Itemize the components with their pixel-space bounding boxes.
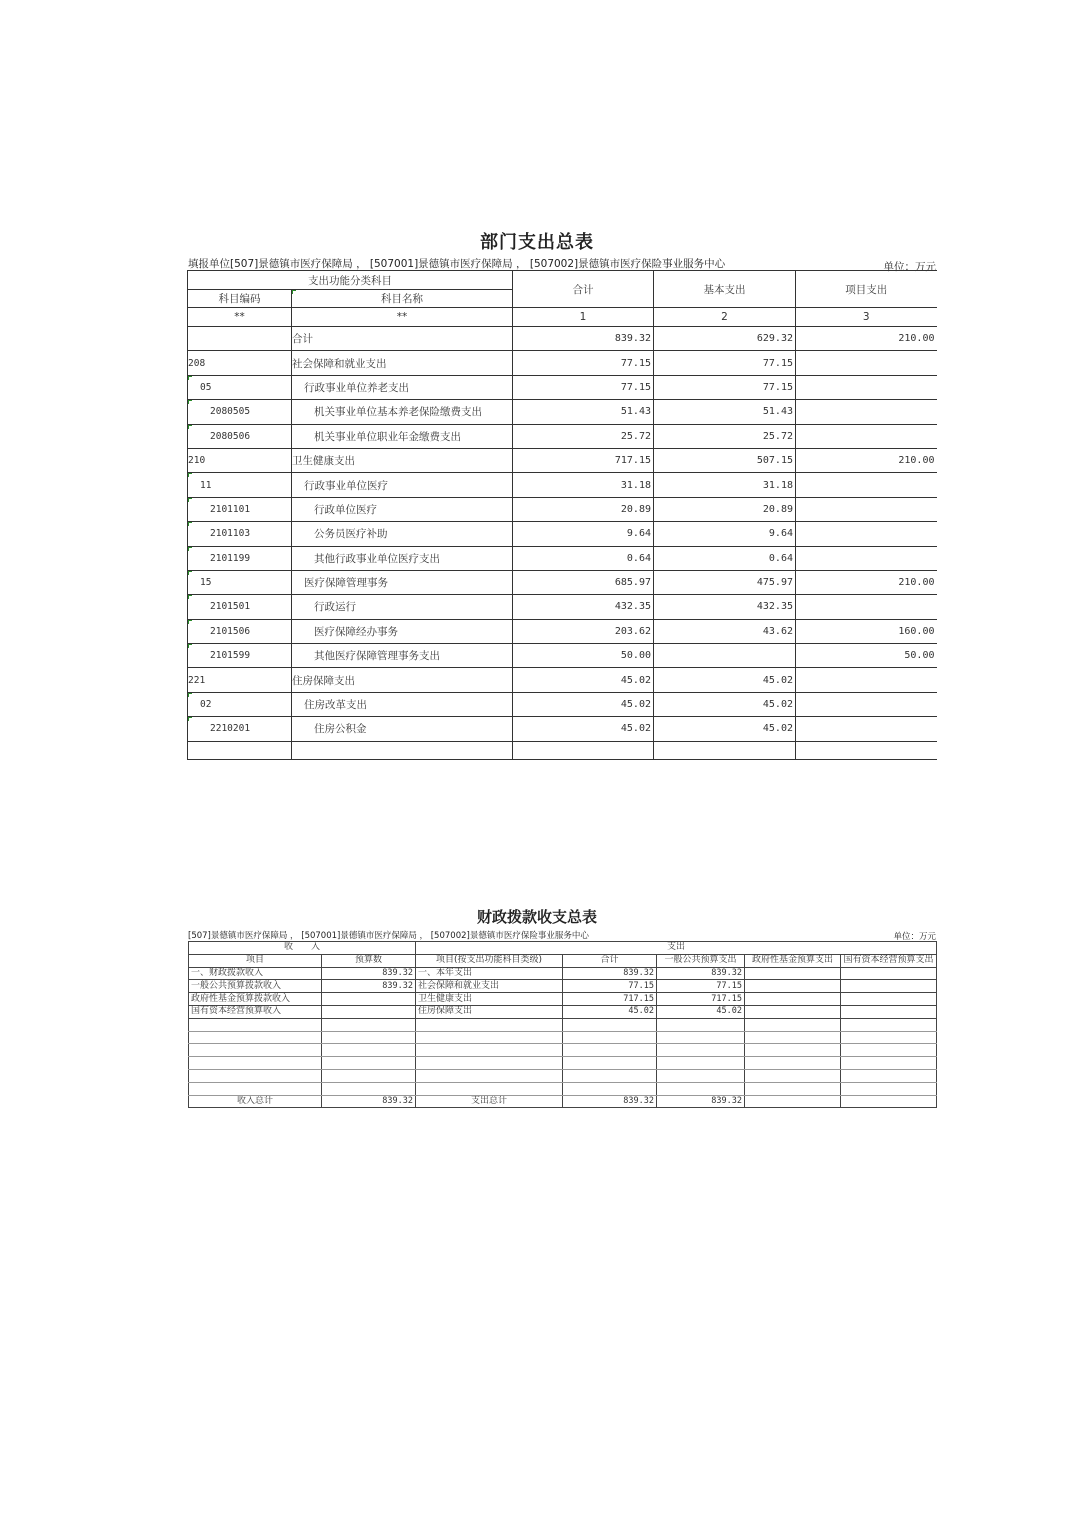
cell-income-amount: 839.32 bbox=[322, 980, 416, 993]
empty-cell bbox=[189, 1082, 322, 1095]
cell-name: 行政事业单位养老支出 bbox=[292, 375, 513, 399]
header-income: 收 入 bbox=[189, 942, 416, 955]
table-row bbox=[188, 473, 937, 497]
cell-name: 合计 bbox=[292, 327, 513, 351]
fiscal-appropriation-table bbox=[188, 941, 937, 1108]
index-3: 3 bbox=[796, 308, 937, 327]
cell-project bbox=[796, 595, 937, 619]
empty-cell bbox=[189, 1044, 322, 1057]
empty-cell bbox=[563, 1057, 657, 1070]
cell-code: 2101199 bbox=[188, 546, 292, 570]
cell-project bbox=[796, 717, 937, 741]
empty-cell bbox=[189, 1018, 322, 1031]
cell-state bbox=[841, 980, 937, 993]
empty-cell bbox=[292, 741, 513, 759]
cell-code: 2080506 bbox=[188, 424, 292, 448]
header-total: 合计 bbox=[563, 954, 657, 967]
cell-total: 9.64 bbox=[513, 522, 654, 546]
cell-basic: 45.02 bbox=[654, 717, 796, 741]
cell-project bbox=[796, 497, 937, 521]
cell-name: 社会保障和就业支出 bbox=[292, 351, 513, 375]
table-row bbox=[189, 980, 937, 993]
footer-income-amount: 839.32 bbox=[322, 1095, 416, 1108]
empty-cell bbox=[745, 1044, 841, 1057]
cell-project bbox=[796, 351, 937, 375]
cell-name: 住房改革支出 bbox=[292, 692, 513, 716]
table-row-empty bbox=[189, 1044, 937, 1057]
cell-total: 839.32 bbox=[513, 327, 654, 351]
header-state: 国有资本经营预算支出 bbox=[841, 954, 937, 967]
empty-cell bbox=[657, 1069, 745, 1082]
table-row bbox=[189, 967, 937, 980]
cell-total: 50.00 bbox=[513, 644, 654, 668]
table-row-empty bbox=[189, 1082, 937, 1095]
cell-project bbox=[796, 473, 937, 497]
table-row bbox=[189, 1005, 937, 1018]
empty-cell bbox=[657, 1057, 745, 1070]
cell-name: 机关事业单位职业年金缴费支出 bbox=[292, 424, 513, 448]
empty-cell bbox=[322, 1018, 416, 1031]
empty-cell bbox=[189, 1069, 322, 1082]
cell-project bbox=[796, 546, 937, 570]
table-row bbox=[188, 522, 937, 546]
header-expense-item: 项目(按支出功能科目类级) bbox=[416, 954, 563, 967]
cell-total: 45.02 bbox=[513, 668, 654, 692]
table-row bbox=[188, 595, 937, 619]
cell-name: 行政单位医疗 bbox=[292, 497, 513, 521]
footer-total: 839.32 bbox=[563, 1095, 657, 1108]
cell-fund bbox=[745, 1005, 841, 1018]
cell-code: 02 bbox=[188, 692, 292, 716]
cell-basic: 629.32 bbox=[654, 327, 796, 351]
cell-total: 25.72 bbox=[513, 424, 654, 448]
cell-name: 医疗保障管理事务 bbox=[292, 570, 513, 594]
header-function-group: 支出功能分类科目 bbox=[188, 271, 513, 290]
cell-basic: 51.43 bbox=[654, 400, 796, 424]
empty-cell bbox=[563, 1069, 657, 1082]
cell-basic: 432.35 bbox=[654, 595, 796, 619]
cell-total: 45.02 bbox=[513, 692, 654, 716]
cell-name: 行政运行 bbox=[292, 595, 513, 619]
cell-basic bbox=[654, 644, 796, 668]
header-project: 项目支出 bbox=[796, 271, 937, 308]
empty-cell bbox=[416, 1057, 563, 1070]
cell-name: 公务员医疗补助 bbox=[292, 522, 513, 546]
cell-project bbox=[796, 400, 937, 424]
cell-fund bbox=[745, 980, 841, 993]
cell-state bbox=[841, 1005, 937, 1018]
cell-code: 2210201 bbox=[188, 717, 292, 741]
empty-cell bbox=[416, 1031, 563, 1044]
index-code: ** bbox=[188, 308, 292, 327]
table-row bbox=[188, 497, 937, 521]
empty-cell bbox=[745, 1082, 841, 1095]
empty-cell bbox=[745, 1031, 841, 1044]
empty-cell bbox=[745, 1018, 841, 1031]
empty-cell bbox=[657, 1018, 745, 1031]
cell-code: 2101101 bbox=[188, 497, 292, 521]
table-row bbox=[188, 717, 937, 741]
cell-total: 77.15 bbox=[513, 375, 654, 399]
empty-cell bbox=[563, 1082, 657, 1095]
header-basic: 基本支出 bbox=[654, 271, 796, 308]
cell-basic: 77.15 bbox=[654, 351, 796, 375]
cell-general: 839.32 bbox=[657, 967, 745, 980]
cell-total: 45.02 bbox=[563, 1005, 657, 1018]
cell-total: 77.15 bbox=[563, 980, 657, 993]
cell-expense-item: 卫生健康支出 bbox=[416, 993, 563, 1006]
cell-code: 11 bbox=[188, 473, 292, 497]
cell-general: 77.15 bbox=[657, 980, 745, 993]
table-row bbox=[188, 400, 937, 424]
table2-title: 财政拨款收支总表 bbox=[476, 908, 597, 926]
empty-cell bbox=[563, 1044, 657, 1057]
cell-total: 203.62 bbox=[513, 619, 654, 643]
empty-cell bbox=[841, 1069, 937, 1082]
empty-cell bbox=[841, 1044, 937, 1057]
cell-expense-item: 住房保障支出 bbox=[416, 1005, 563, 1018]
index-1: 1 bbox=[513, 308, 654, 327]
table-row-empty bbox=[189, 1069, 937, 1082]
empty-cell bbox=[657, 1082, 745, 1095]
cell-income-item: 政府性基金预算拨款收入 bbox=[189, 993, 322, 1006]
cell-code bbox=[188, 327, 292, 351]
table1-title: 部门支出总表 bbox=[480, 232, 594, 253]
empty-cell bbox=[563, 1018, 657, 1031]
header-fund: 政府性基金预算支出 bbox=[745, 954, 841, 967]
empty-cell bbox=[657, 1044, 745, 1057]
table-row bbox=[188, 375, 937, 399]
empty-cell bbox=[513, 741, 654, 759]
header-general: 一般公共预算支出 bbox=[657, 954, 745, 967]
cell-code: 210 bbox=[188, 448, 292, 472]
cell-code: 221 bbox=[188, 668, 292, 692]
cell-project: 210.00 bbox=[796, 448, 937, 472]
empty-cell bbox=[416, 1018, 563, 1031]
table-row bbox=[189, 993, 937, 1006]
table2-footer-row bbox=[189, 1095, 937, 1108]
cell-total: 432.35 bbox=[513, 595, 654, 619]
cell-project bbox=[796, 692, 937, 716]
empty-cell bbox=[657, 1031, 745, 1044]
empty-cell bbox=[841, 1018, 937, 1031]
footer-expense-label: 支出总计 bbox=[416, 1095, 563, 1108]
empty-cell bbox=[189, 1031, 322, 1044]
table-row bbox=[188, 570, 937, 594]
cell-name: 住房保障支出 bbox=[292, 668, 513, 692]
header-code: 科目编码 bbox=[188, 290, 292, 308]
footer-income-label: 收入总计 bbox=[189, 1095, 322, 1108]
cell-basic: 43.62 bbox=[654, 619, 796, 643]
empty-cell bbox=[654, 741, 796, 759]
cell-name: 机关事业单位基本养老保险缴费支出 bbox=[292, 400, 513, 424]
cell-project: 160.00 bbox=[796, 619, 937, 643]
cell-code: 05 bbox=[188, 375, 292, 399]
table1-unit: 单位：万元 bbox=[883, 261, 936, 273]
table2-header-row bbox=[189, 954, 937, 967]
empty-cell bbox=[188, 741, 292, 759]
table-row bbox=[188, 644, 937, 668]
table1-subheader bbox=[188, 256, 936, 273]
cell-project bbox=[796, 522, 937, 546]
cell-state bbox=[841, 993, 937, 1006]
cell-code: 208 bbox=[188, 351, 292, 375]
cell-project bbox=[796, 424, 937, 448]
cell-income-amount: 839.32 bbox=[322, 967, 416, 980]
cell-project: 210.00 bbox=[796, 570, 937, 594]
header-total: 合计 bbox=[513, 271, 654, 308]
empty-cell bbox=[322, 1057, 416, 1070]
cell-fund bbox=[745, 967, 841, 980]
cell-general: 45.02 bbox=[657, 1005, 745, 1018]
table-row bbox=[188, 424, 937, 448]
cell-total: 20.89 bbox=[513, 497, 654, 521]
footer-general: 839.32 bbox=[657, 1095, 745, 1108]
cell-project bbox=[796, 668, 937, 692]
cell-income-amount bbox=[322, 1005, 416, 1018]
cell-code: 2101103 bbox=[188, 522, 292, 546]
table1-index-row bbox=[188, 308, 937, 327]
cell-total: 839.32 bbox=[563, 967, 657, 980]
empty-cell bbox=[841, 1057, 937, 1070]
cell-total: 45.02 bbox=[513, 717, 654, 741]
cell-basic: 25.72 bbox=[654, 424, 796, 448]
table-row-empty bbox=[188, 741, 937, 759]
cell-name: 住房公积金 bbox=[292, 717, 513, 741]
table-row bbox=[188, 668, 937, 692]
cell-income-item: 一、财政拨款收入 bbox=[189, 967, 322, 980]
cell-project bbox=[796, 375, 937, 399]
table-row bbox=[188, 546, 937, 570]
cell-code: 2080505 bbox=[188, 400, 292, 424]
cell-basic: 9.64 bbox=[654, 522, 796, 546]
cell-fund bbox=[745, 993, 841, 1006]
cell-income-item: 一般公共预算拨款收入 bbox=[189, 980, 322, 993]
header-name: 科目名称 bbox=[292, 290, 513, 308]
empty-cell bbox=[416, 1069, 563, 1082]
cell-total: 51.43 bbox=[513, 400, 654, 424]
empty-cell bbox=[322, 1082, 416, 1095]
table-row bbox=[188, 448, 937, 472]
cell-basic: 475.97 bbox=[654, 570, 796, 594]
index-2: 2 bbox=[654, 308, 796, 327]
cell-expense-item: 社会保障和就业支出 bbox=[416, 980, 563, 993]
empty-cell bbox=[189, 1057, 322, 1070]
cell-total: 717.15 bbox=[513, 448, 654, 472]
table-row bbox=[188, 351, 937, 375]
table2-reporting-unit: [507]景德镇市医疗保障局 ， [507001]景德镇市医疗保障局 ， [507002]景德镇市医疗保险事业服务中心 bbox=[188, 931, 589, 941]
empty-cell bbox=[322, 1044, 416, 1057]
cell-code: 2101506 bbox=[188, 619, 292, 643]
table-row bbox=[188, 619, 937, 643]
cell-basic: 45.02 bbox=[654, 692, 796, 716]
table-row-empty bbox=[189, 1018, 937, 1031]
empty-cell bbox=[322, 1069, 416, 1082]
cell-name: 行政事业单位医疗 bbox=[292, 473, 513, 497]
table1-header-row bbox=[188, 271, 937, 290]
cell-project: 50.00 bbox=[796, 644, 937, 668]
empty-cell bbox=[796, 741, 937, 759]
table2-subheader bbox=[188, 929, 936, 940]
empty-cell bbox=[745, 1069, 841, 1082]
cell-total: 717.15 bbox=[563, 993, 657, 1006]
cell-code: 2101501 bbox=[188, 595, 292, 619]
cell-basic: 20.89 bbox=[654, 497, 796, 521]
table-row bbox=[188, 327, 937, 351]
cell-basic: 507.15 bbox=[654, 448, 796, 472]
cell-basic: 31.18 bbox=[654, 473, 796, 497]
cell-project: 210.00 bbox=[796, 327, 937, 351]
empty-cell bbox=[322, 1031, 416, 1044]
empty-cell bbox=[745, 1057, 841, 1070]
cell-basic: 77.15 bbox=[654, 375, 796, 399]
cell-name: 医疗保障经办事务 bbox=[292, 619, 513, 643]
cell-basic: 45.02 bbox=[654, 668, 796, 692]
table2-unit: 单位：万元 bbox=[893, 932, 936, 942]
cell-expense-item: 一、本年支出 bbox=[416, 967, 563, 980]
cell-state bbox=[841, 967, 937, 980]
expenditure-summary-table bbox=[187, 270, 937, 760]
cell-general: 717.15 bbox=[657, 993, 745, 1006]
index-name: ** bbox=[292, 308, 513, 327]
empty-cell bbox=[563, 1031, 657, 1044]
header-item: 项目 bbox=[189, 954, 322, 967]
table-row bbox=[188, 692, 937, 716]
footer-fund bbox=[745, 1095, 841, 1108]
header-expense: 支出 bbox=[416, 942, 937, 955]
empty-cell bbox=[416, 1044, 563, 1057]
table-row-empty bbox=[189, 1057, 937, 1070]
footer-state bbox=[841, 1095, 937, 1108]
cell-basic: 0.64 bbox=[654, 546, 796, 570]
cell-income-amount bbox=[322, 993, 416, 1006]
cell-name: 其他医疗保障管理事务支出 bbox=[292, 644, 513, 668]
empty-cell bbox=[841, 1031, 937, 1044]
empty-cell bbox=[416, 1082, 563, 1095]
cell-total: 31.18 bbox=[513, 473, 654, 497]
cell-total: 0.64 bbox=[513, 546, 654, 570]
cell-code: 2101599 bbox=[188, 644, 292, 668]
table-row-empty bbox=[189, 1031, 937, 1044]
table1-reporting-unit: 填报单位[507]景德镇市医疗保障局 ， [507001]景德镇市医疗保障局 ， [507002]景德镇市医疗保险事业服务中心 bbox=[188, 258, 726, 270]
header-budget: 预算数 bbox=[322, 954, 416, 967]
empty-cell bbox=[841, 1082, 937, 1095]
cell-code: 15 bbox=[188, 570, 292, 594]
table2-header-row bbox=[189, 942, 937, 955]
cell-name: 卫生健康支出 bbox=[292, 448, 513, 472]
cell-total: 77.15 bbox=[513, 351, 654, 375]
cell-total: 685.97 bbox=[513, 570, 654, 594]
cell-name: 其他行政事业单位医疗支出 bbox=[292, 546, 513, 570]
cell-income-item: 国有资本经营预算收入 bbox=[189, 1005, 322, 1018]
